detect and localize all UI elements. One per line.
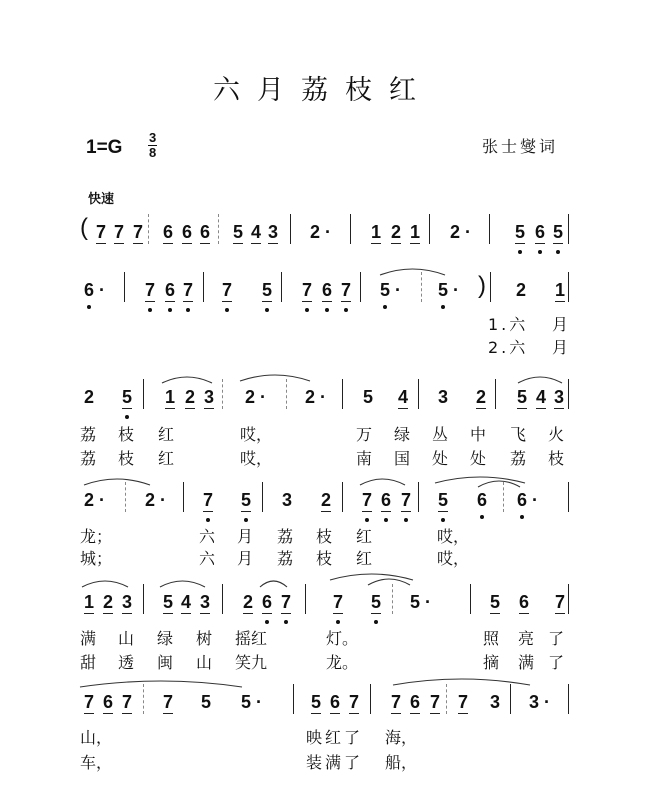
lyric-word: 枝 bbox=[548, 449, 565, 468]
note-digit: 5 bbox=[490, 592, 501, 612]
lyric-word: 甜 bbox=[80, 653, 97, 672]
note-digit: 1 bbox=[371, 222, 382, 242]
note-digit: 7 bbox=[362, 490, 373, 510]
note-digit: 4 bbox=[536, 387, 547, 407]
note-digit: 2 bbox=[391, 222, 402, 242]
augmentation-dot: · bbox=[420, 592, 432, 612]
augmentation-dot: · bbox=[94, 490, 106, 510]
lyric-word: 了 bbox=[548, 653, 565, 672]
augmentation-dot: · bbox=[251, 692, 263, 712]
note-digit: 5 bbox=[363, 387, 374, 407]
lyric-word: 国 bbox=[394, 449, 411, 468]
note-digit: 3 bbox=[122, 592, 133, 612]
slur bbox=[260, 581, 287, 587]
note-digit: 2 bbox=[243, 592, 254, 612]
augmentation-dot: · bbox=[155, 490, 167, 510]
lyric-word: 龙； bbox=[80, 527, 113, 546]
lyric-word: 飞 bbox=[510, 425, 527, 444]
lyric-word: 六 bbox=[199, 527, 216, 546]
note-digit: 7 bbox=[203, 490, 214, 510]
lyric-word: 哎， bbox=[437, 549, 470, 568]
lyric-word: 月 bbox=[552, 338, 569, 357]
note-digit: 6 bbox=[262, 592, 273, 612]
note-digit: 6 bbox=[477, 490, 488, 510]
note-digit: 5 bbox=[311, 692, 322, 712]
lyric-word: 摇红 bbox=[235, 629, 268, 648]
lyric-word: 照 bbox=[483, 629, 500, 648]
note-digit: 7 bbox=[555, 592, 566, 612]
note-digit: 2 bbox=[305, 387, 316, 407]
tempo-marking: 快速 bbox=[88, 192, 115, 207]
note-digit: ) bbox=[478, 272, 486, 299]
lyric-word: 哎， bbox=[437, 527, 470, 546]
lyric-word: 映红了 bbox=[306, 728, 364, 747]
note-digit: 7 bbox=[114, 222, 125, 242]
note-digit: 5 bbox=[262, 280, 273, 300]
note-digit: 5 bbox=[553, 222, 564, 242]
lyric-word: 龙。 bbox=[326, 653, 359, 672]
note-digit: 6 bbox=[182, 222, 193, 242]
note-digit: 7 bbox=[222, 280, 233, 300]
lyric-word: 山 bbox=[196, 653, 213, 672]
lyric-word: 月 bbox=[237, 527, 254, 546]
slur bbox=[84, 479, 150, 485]
note-digit: 1 bbox=[555, 280, 566, 300]
lyric-word: 亮 bbox=[518, 629, 535, 648]
lyric-word: 哎， bbox=[240, 425, 273, 444]
note-digit: 2 bbox=[84, 387, 95, 407]
note-digit: 2 bbox=[145, 490, 156, 510]
lyric-word: 车， bbox=[80, 753, 113, 772]
key-signature: 1=G bbox=[86, 137, 123, 158]
lyric-word: 绿 bbox=[157, 629, 174, 648]
note-digit: 2 bbox=[321, 490, 332, 510]
lyric-word: 处 bbox=[432, 449, 449, 468]
slur bbox=[393, 679, 530, 685]
note-digit: 6 bbox=[200, 222, 211, 242]
note-digit: 6 bbox=[163, 222, 174, 242]
note-digit: 6 bbox=[381, 490, 392, 510]
lyric-word: 枝 bbox=[316, 549, 333, 568]
note-digit: 3 bbox=[282, 490, 293, 510]
note-digit: 5 bbox=[515, 222, 526, 242]
lyric-word: 山 bbox=[118, 629, 135, 648]
lyric-word: 城； bbox=[80, 549, 113, 568]
slur bbox=[162, 377, 212, 383]
note-digit: ( bbox=[80, 214, 88, 241]
note-digit: 6 bbox=[322, 280, 333, 300]
note-digit: 3 bbox=[554, 387, 565, 407]
note-digit: 7 bbox=[333, 592, 344, 612]
lyric-word: 红 bbox=[356, 527, 373, 546]
lyric-word: 荔 bbox=[80, 449, 97, 468]
note-digit: 7 bbox=[96, 222, 107, 242]
augmentation-dot: · bbox=[539, 692, 551, 712]
lyric-word: 2.六 bbox=[488, 338, 529, 357]
lyric-word: 海， bbox=[385, 728, 418, 747]
note-digit: 7 bbox=[163, 692, 174, 712]
lyric-word: 六 bbox=[199, 549, 216, 568]
note-digit: 2 bbox=[516, 280, 527, 300]
note-digit: 5 bbox=[410, 592, 421, 612]
note-digit: 3 bbox=[268, 222, 279, 242]
lyric-word: 荔 bbox=[277, 549, 294, 568]
augmentation-dot: · bbox=[255, 387, 267, 407]
lyric-word: 红 bbox=[356, 549, 373, 568]
song-title: 六月荔枝红 bbox=[213, 75, 433, 106]
note-digit: 5 bbox=[371, 592, 382, 612]
augmentation-dot: · bbox=[320, 222, 332, 242]
note-digit: 2 bbox=[245, 387, 256, 407]
note-digit: 1 bbox=[410, 222, 421, 242]
note-digit: 7 bbox=[391, 692, 402, 712]
slur bbox=[82, 581, 128, 587]
lyric-word: 丛 bbox=[432, 425, 449, 444]
augmentation-dot: · bbox=[390, 280, 402, 300]
note-digit: 3 bbox=[490, 692, 501, 712]
note-digit: 4 bbox=[251, 222, 262, 242]
note-digit: 2 bbox=[103, 592, 114, 612]
lyric-word: 摘 bbox=[483, 653, 500, 672]
augmentation-dot: · bbox=[460, 222, 472, 242]
slur bbox=[160, 581, 205, 587]
note-digit: 6 bbox=[103, 692, 114, 712]
note-digit: 7 bbox=[401, 490, 412, 510]
lyric-word: 树 bbox=[196, 629, 213, 648]
slur bbox=[360, 479, 405, 485]
note-digit: 7 bbox=[133, 222, 144, 242]
note-digit: 7 bbox=[281, 592, 292, 612]
slur bbox=[380, 269, 445, 275]
note-digit: 7 bbox=[183, 280, 194, 300]
meter-numerator: 3 bbox=[149, 130, 157, 145]
lyric-word: 哎， bbox=[240, 449, 273, 468]
slur bbox=[478, 481, 520, 487]
augmentation-dot: · bbox=[315, 387, 327, 407]
lyric-word: 枝 bbox=[118, 449, 135, 468]
note-digit: 7 bbox=[458, 692, 469, 712]
note-digit: 1 bbox=[84, 592, 95, 612]
lyric-word: 处 bbox=[470, 449, 487, 468]
slur bbox=[518, 377, 562, 383]
note-digit: 5 bbox=[241, 692, 252, 712]
note-digit: 5 bbox=[380, 280, 391, 300]
note-digit: 5 bbox=[517, 387, 528, 407]
note-digit: 3 bbox=[529, 692, 540, 712]
lyric-word: 荔 bbox=[80, 425, 97, 444]
note-digit: 1 bbox=[165, 387, 176, 407]
lyric-word: 灯。 bbox=[326, 629, 359, 648]
augmentation-dot: · bbox=[448, 280, 460, 300]
note-digit: 5 bbox=[201, 692, 212, 712]
note-digit: 4 bbox=[181, 592, 192, 612]
meter-denominator: 8 bbox=[149, 145, 157, 160]
note-digit: 5 bbox=[438, 490, 449, 510]
note-digit: 6 bbox=[410, 692, 421, 712]
lyric-word: 南 bbox=[356, 449, 373, 468]
note-digit: 6 bbox=[330, 692, 341, 712]
note-digit: 3 bbox=[204, 387, 215, 407]
lyric-word: 笑九 bbox=[235, 653, 268, 672]
note-digit: 7 bbox=[430, 692, 441, 712]
lyric-word: 1.六 bbox=[488, 315, 529, 334]
note-digit: 7 bbox=[84, 692, 95, 712]
note-digit: 5 bbox=[122, 387, 133, 407]
note-digit: 3 bbox=[200, 592, 211, 612]
note-digit: 7 bbox=[341, 280, 352, 300]
lyric-word: 满 bbox=[518, 653, 535, 672]
lyric-word: 荔 bbox=[277, 527, 294, 546]
note-digit: 2 bbox=[310, 222, 321, 242]
lyric-word: 荔 bbox=[510, 449, 527, 468]
note-digit: 6 bbox=[84, 280, 95, 300]
note-digit: 5 bbox=[163, 592, 174, 612]
lyric-word: 红 bbox=[158, 449, 175, 468]
note-digit: 2 bbox=[185, 387, 196, 407]
lyric-word: 万 bbox=[356, 425, 373, 444]
lyric-word: 中 bbox=[470, 425, 487, 444]
lyric-word: 闽 bbox=[157, 653, 174, 672]
augmentation-dot: · bbox=[94, 280, 106, 300]
note-digit: 7 bbox=[122, 692, 133, 712]
lyric-word: 满 bbox=[80, 629, 97, 648]
note-digit: 2 bbox=[476, 387, 487, 407]
lyric-word: 月 bbox=[552, 315, 569, 334]
lyricist-credit: 张士燮词 bbox=[482, 137, 559, 156]
lyric-word: 了 bbox=[548, 629, 565, 648]
note-digit: 6 bbox=[535, 222, 546, 242]
note-digit: 4 bbox=[398, 387, 409, 407]
lyric-word: 透 bbox=[118, 653, 135, 672]
note-digit: 2 bbox=[84, 490, 95, 510]
lyric-word: 枝 bbox=[316, 527, 333, 546]
slur bbox=[368, 579, 410, 585]
note-digit: 7 bbox=[145, 280, 156, 300]
lyric-word: 山， bbox=[80, 728, 113, 747]
note-digit: 5 bbox=[241, 490, 252, 510]
note-digit: 6 bbox=[519, 592, 530, 612]
slur bbox=[330, 574, 413, 580]
note-digit: 3 bbox=[438, 387, 449, 407]
note-digit: 6 bbox=[165, 280, 176, 300]
lyric-word: 装满了 bbox=[306, 753, 364, 772]
note-digit: 5 bbox=[438, 280, 449, 300]
lyric-word: 枝 bbox=[118, 425, 135, 444]
slur bbox=[435, 477, 525, 483]
lyric-word: 绿 bbox=[394, 425, 411, 444]
lyric-word: 船， bbox=[385, 753, 418, 772]
note-digit: 5 bbox=[233, 222, 244, 242]
note-digit: 6 bbox=[517, 490, 528, 510]
note-digit: 2 bbox=[450, 222, 461, 242]
note-digit: 7 bbox=[302, 280, 313, 300]
lyric-word: 火 bbox=[548, 425, 565, 444]
lyric-word: 月 bbox=[237, 549, 254, 568]
lyric-word: 红 bbox=[158, 425, 175, 444]
slur bbox=[240, 375, 310, 381]
note-digit: 7 bbox=[349, 692, 360, 712]
augmentation-dot: · bbox=[527, 490, 539, 510]
slur bbox=[80, 681, 242, 687]
